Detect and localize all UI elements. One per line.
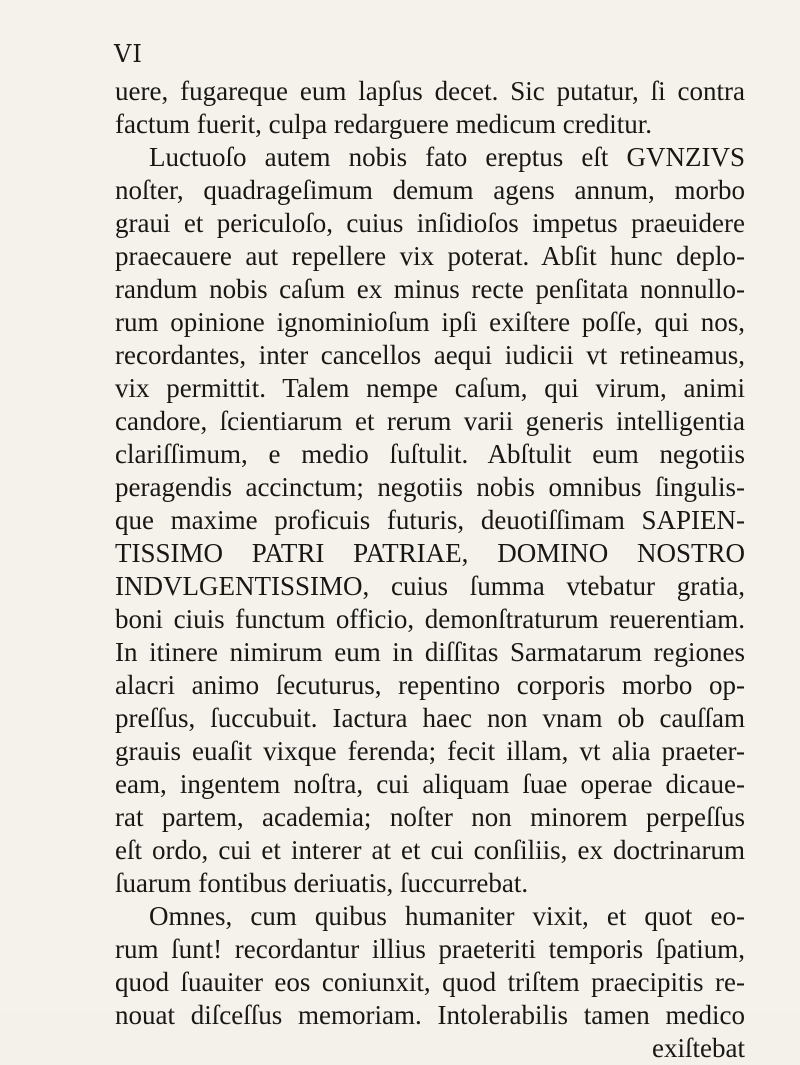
text-line: rat partem, academia; noſter non minorem perpeſſus xyxy=(115,802,745,832)
text-line: candore, ſcientiarum et rerum varii generis intelligentia xyxy=(115,406,745,436)
text-line: Luctuoſo autem nobis fato ereptus eſt GVNZIVS xyxy=(149,142,745,172)
text-line: grauis euaſit vixque ferenda; fecit illam, vt alia praeter- xyxy=(115,736,745,766)
text-line: uere, fugareque eum lapſus decet. Sic putatur, ſi contra xyxy=(115,76,745,106)
text-line: factum fuerit, culpa redarguere medicum creditur. xyxy=(115,109,653,139)
text-line: nouat diſceſſus memoriam. Intolerabilis tamen medico xyxy=(115,1000,745,1030)
text-line: clariſſimum, e medio ſuſtulit. Abſtulit eum negotiis xyxy=(115,439,745,469)
text-line: eſt ordo, cui et interer at et cui conſiliis, ex doctrinarum xyxy=(115,835,745,865)
text-line: vix permittit. Talem nempe caſum, qui virum, animi xyxy=(115,373,745,403)
text-line: noſter, quadrageſimum demum agens annum, morbo xyxy=(115,175,745,205)
text-line: boni ciuis functum officio, demonſtraturum reuerentiam. xyxy=(115,604,745,634)
text-line: Omnes, cum quibus humaniter vixit, et quot eo- xyxy=(149,901,745,931)
text-line: eam, ingentem noſtra, cui aliquam ſuae operae dicaue- xyxy=(115,769,745,799)
text-line: recordantes, inter cancellos aequi iudicii vt retineamus, xyxy=(115,340,745,370)
text-line: ſuarum fontibus deriuatis, ſuccurrebat. xyxy=(115,868,529,898)
text-line: rum opinione ignominioſum ipſi exiſtere poſſe, qui nos, xyxy=(115,307,745,337)
text-line: graui et periculoſo, cuius inſidioſos impetus praeuidere xyxy=(115,208,745,238)
page-number: VI xyxy=(114,40,143,68)
catchword: exiſtebat xyxy=(652,1033,745,1063)
text-line: praecauere aut repellere vix poterat. Abſit hunc deplo- xyxy=(115,241,745,271)
text-line: INDVLGENTISSIMO, cuius ſumma vtebatur gratia, xyxy=(115,571,745,601)
text-line: alacri animo ſecuturus, repentino corporis morbo op- xyxy=(115,670,745,700)
text-line: peragendis accinctum; negotiis nobis omnibus ſingulis- xyxy=(115,472,745,502)
text-line: TISSIMO PATRI PATRIAE, DOMINO NOSTRO xyxy=(115,538,745,568)
text-line: que maxime proficuis futuris, deuotiſſimam SAPIEN- xyxy=(115,505,745,535)
text-line: In itinere nimirum eum in diſſitas Sarmatarum regiones xyxy=(115,637,745,667)
text-line: preſſus, ſuccubuit. Iactura haec non vnam ob cauſſam xyxy=(115,703,745,733)
text-line: rum ſunt! recordantur illius praeteriti temporis ſpatium, xyxy=(115,934,745,964)
body-text xyxy=(115,75,745,1065)
text-line: quod ſuauiter eos coniunxit, quod triſtem praecipitis re- xyxy=(115,967,745,997)
text-line: randum nobis caſum ex minus recte penſitata nonnullo- xyxy=(115,274,745,304)
